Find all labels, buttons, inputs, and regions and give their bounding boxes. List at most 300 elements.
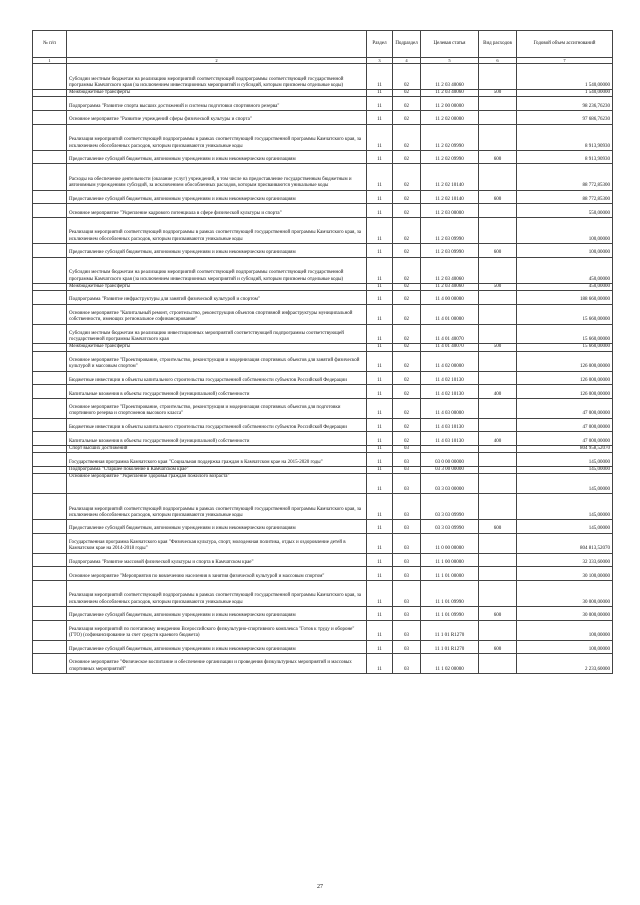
row-podrazdel-cell: 02 <box>393 164 421 190</box>
row-number-cell <box>33 304 67 324</box>
row-razdel-cell: 11 <box>367 324 393 344</box>
row-podrazdel-cell: 03 <box>393 553 421 567</box>
row-podrazdel-cell: 02 <box>393 418 421 432</box>
row-razdel-cell: 11 <box>367 124 393 150</box>
row-name-cell: Реализация мероприятий соответствующей подпрограммы в рамках соответствующей государственной программы Камчатского края, за исключением обособленных расходов, которым присваиваются уникальные коды <box>67 494 367 520</box>
row-amount-cell: 88 772,85300 <box>517 164 613 190</box>
row-target-article-cell: 11 4 03 10130 <box>421 432 479 446</box>
table-row <box>33 385 613 399</box>
table-header-row <box>33 31 613 58</box>
row-target-article-cell: 11 1 01 00000 <box>421 567 479 581</box>
table-row <box>33 620 613 640</box>
row-razdel-cell: 11 <box>367 418 393 432</box>
row-target-article-cell: 11 2 03 00000 <box>421 204 479 218</box>
row-podrazdel-cell: 02 <box>393 304 421 324</box>
row-number-cell <box>33 567 67 581</box>
row-target-article-cell: 11 2 02 00000 <box>421 111 479 125</box>
column-number: 6 <box>479 58 517 64</box>
row-target-article-cell: 11 2 03 40060 <box>421 283 479 290</box>
row-podrazdel-cell: 02 <box>393 432 421 446</box>
row-number-cell <box>33 371 67 385</box>
row-podrazdel-cell: 02 <box>393 97 421 111</box>
row-number-cell <box>33 453 67 467</box>
row-expense-type-cell <box>479 257 517 283</box>
row-name-cell: Предоставление субсидий бюджетным, автономным учреждениям и иным некоммерческим организациям <box>67 190 367 204</box>
row-expense-type-cell <box>479 124 517 150</box>
row-podrazdel-cell: 03 <box>393 445 421 452</box>
row-name-cell: Государственная программа Камчатского края "Социальная поддержка граждан в Камчатском крае на 2015-2020 годы" <box>67 453 367 467</box>
table-row <box>33 351 613 371</box>
row-razdel-cell: 11 <box>367 90 393 97</box>
row-name-cell: Основное мероприятие "Укрепление кадрового потенциала в сфере физической культуры и спорта" <box>67 204 367 218</box>
row-amount-cell: 15 660,00000 <box>517 304 613 324</box>
row-podrazdel-cell: 03 <box>393 520 421 534</box>
table-row <box>33 217 613 243</box>
row-target-article-cell: 11 2 03 40060 <box>421 257 479 283</box>
row-amount-cell: 804 958,52070 <box>517 445 613 452</box>
row-expense-type-cell <box>479 620 517 640</box>
row-amount-cell: 126 000,00000 <box>517 371 613 385</box>
row-podrazdel-cell: 02 <box>393 111 421 125</box>
header-annual-amount: Годовой объем ассигнований <box>517 31 613 58</box>
row-target-article-cell: 03 3 03 09990 <box>421 494 479 520</box>
row-name-cell: Расходы на обеспечение деятельности (оказание услуг) учреждений, в том числе на предоставление государственным бюджетным и автономным учреждениям субсидий, за исключением обособленных расходов, которым присваиваются уникальные коды <box>67 164 367 190</box>
column-number: 1 <box>33 58 67 64</box>
row-name-cell: Межбюджетные трансферты <box>67 344 367 351</box>
table-row <box>33 111 613 125</box>
row-target-article-cell: 11 1 01 09990 <box>421 580 479 606</box>
column-number: 4 <box>393 58 421 64</box>
row-podrazdel-cell: 02 <box>393 324 421 344</box>
row-amount-cell: 804 813,52070 <box>517 533 613 553</box>
row-amount-cell: 15 660,00000 <box>517 324 613 344</box>
row-target-article-cell: 11 4 03 10130 <box>421 418 479 432</box>
row-amount-cell: 98 236,76230 <box>517 97 613 111</box>
row-target-article-cell: 11 2 03 09990 <box>421 244 479 258</box>
row-razdel-cell: 11 <box>367 217 393 243</box>
row-razdel-cell: 11 <box>367 445 393 452</box>
row-number-cell <box>33 324 67 344</box>
row-podrazdel-cell: 03 <box>393 640 421 654</box>
row-target-article-cell: 11 4 02 10130 <box>421 371 479 385</box>
row-amount-cell: 47 000,00000 <box>517 432 613 446</box>
table-row <box>33 97 613 111</box>
column-number: 5 <box>421 58 479 64</box>
row-podrazdel-cell: 02 <box>393 150 421 164</box>
row-podrazdel-cell: 02 <box>393 124 421 150</box>
row-razdel-cell: 11 <box>367 607 393 621</box>
table-row <box>33 607 613 621</box>
row-expense-type-cell <box>479 453 517 467</box>
row-amount-cell: 145,00000 <box>517 474 613 494</box>
row-expense-type-cell: 600 <box>479 150 517 164</box>
row-expense-type-cell <box>479 111 517 125</box>
row-expense-type-cell <box>479 533 517 553</box>
row-name-cell: Подпрограмма "Старшее поколение в Камчатском крае" <box>67 466 367 473</box>
row-amount-cell: 1 540,00000 <box>517 64 613 90</box>
table-row <box>33 580 613 606</box>
row-name-cell: Основное мероприятие "Мероприятия по вовлечению населения в занятия физической культурой и массовым спортом" <box>67 567 367 581</box>
row-amount-cell: 450,00000 <box>517 257 613 283</box>
row-amount-cell: 188 660,00000 <box>517 291 613 305</box>
row-amount-cell: 2 233,60000 <box>517 654 613 674</box>
row-number-cell <box>33 520 67 534</box>
row-name-cell: Субсидии местным бюджетам на реализацию инвестиционных мероприятий соответствующей подпрограммы соответствующей государственной программы Камчатского края <box>67 324 367 344</box>
table-row <box>33 90 613 97</box>
row-number-cell <box>33 351 67 371</box>
row-number-cell <box>33 654 67 674</box>
row-name-cell: Подпрограмма "Развитие спорта высших достижений и системы подготовки спортивного резерва" <box>67 97 367 111</box>
row-number-cell <box>33 97 67 111</box>
row-podrazdel-cell: 02 <box>393 204 421 218</box>
row-number-cell <box>33 398 67 418</box>
row-target-article-cell: 11 1 01 R1270 <box>421 620 479 640</box>
row-number-cell <box>33 418 67 432</box>
row-name-cell: Основное мероприятие "Физическое воспитание и обеспечение организации и проведения физкультурных мероприятий и массовых спортивных мероприятий" <box>67 654 367 674</box>
row-name-cell: Субсидии местным бюджетам на реализацию мероприятий соответствующей подпрограммы соответствующей государственной программы Камчатского края (за исключением инвестиционных мероприятий и субсидий, которым присвоены отдельные коды) <box>67 257 367 283</box>
row-expense-type-cell: 600 <box>479 244 517 258</box>
row-razdel-cell: 11 <box>367 654 393 674</box>
row-expense-type-cell <box>479 324 517 344</box>
row-name-cell: Основное мероприятие "Проектирование, строительство, реконструкция и модернизация спортивных объектов для занятий физической культурой и массовым спортом" <box>67 351 367 371</box>
row-razdel-cell: 11 <box>367 97 393 111</box>
row-amount-cell: 145,00000 <box>517 520 613 534</box>
row-razdel-cell: 11 <box>367 344 393 351</box>
row-name-cell: Государственная программа Камчатского края "Физическая культура, спорт, молодежная политика, отдых и оздоровление детей в Камчатском крае на 2014-2018 годы" <box>67 533 367 553</box>
row-expense-type-cell <box>479 398 517 418</box>
row-number-cell <box>33 257 67 283</box>
table-row <box>33 474 613 494</box>
row-name-cell: Подпрограмма "Развитие инфраструктуры для занятий физической культурой и спортом" <box>67 291 367 305</box>
row-target-article-cell <box>421 445 479 452</box>
row-podrazdel-cell: 03 <box>393 453 421 467</box>
row-amount-cell: 100,00000 <box>517 640 613 654</box>
row-number-cell <box>33 204 67 218</box>
row-amount-cell: 8 913,90930 <box>517 124 613 150</box>
row-name-cell: Предоставление субсидий бюджетным, автономным учреждениям и иным некоммерческим организациям <box>67 150 367 164</box>
table-row <box>33 553 613 567</box>
page-number: 27 <box>317 884 323 890</box>
table-row <box>33 244 613 258</box>
row-expense-type-cell <box>479 164 517 190</box>
row-expense-type-cell <box>479 654 517 674</box>
row-podrazdel-cell: 02 <box>393 291 421 305</box>
row-podrazdel-cell: 03 <box>393 654 421 674</box>
row-name-cell: Реализация мероприятий соответствующей подпрограммы в рамках соответствующей государственной программы Камчатского края, за исключением обособленных расходов, которым присваиваются уникальные коды <box>67 580 367 606</box>
row-number-cell <box>33 466 67 473</box>
row-expense-type-cell <box>479 291 517 305</box>
row-expense-type-cell: 500 <box>479 344 517 351</box>
row-amount-cell: 47 000,00000 <box>517 418 613 432</box>
row-name-cell: Основное мероприятие "Капитальный ремонт, строительство, реконструкция объектов спортивной инфраструктуры муниципальной собственности, имеющих региональное софинансирование" <box>67 304 367 324</box>
row-target-article-cell: 11 2 03 40060 <box>421 90 479 97</box>
row-target-article-cell: 03 3 03 00000 <box>421 474 479 494</box>
row-podrazdel-cell: 02 <box>393 344 421 351</box>
row-razdel-cell: 11 <box>367 257 393 283</box>
row-razdel-cell: 11 <box>367 150 393 164</box>
row-expense-type-cell: 600 <box>479 520 517 534</box>
table-row <box>33 533 613 553</box>
row-razdel-cell: 11 <box>367 580 393 606</box>
header-expense-type: Вид расходов <box>479 31 517 58</box>
row-amount-cell: 15 660,00000 <box>517 344 613 351</box>
table-row <box>33 432 613 446</box>
row-number-cell <box>33 580 67 606</box>
row-razdel-cell: 11 <box>367 244 393 258</box>
column-number: 2 <box>67 58 367 64</box>
row-number-cell <box>33 150 67 164</box>
row-razdel-cell: 11 <box>367 398 393 418</box>
row-number-cell <box>33 533 67 553</box>
row-name-cell: Реализация мероприятий по поэтапному внедрению Всероссийского физкультурно-спортивного комплекса "Готов к труду и обороне" (ГТО) (софинансирование за счет средств краевого бюджета) <box>67 620 367 640</box>
row-number-cell <box>33 620 67 640</box>
row-number-cell <box>33 640 67 654</box>
row-podrazdel-cell: 02 <box>393 190 421 204</box>
row-podrazdel-cell: 02 <box>393 283 421 290</box>
row-amount-cell: 88 772,85300 <box>517 190 613 204</box>
column-number: 7 <box>517 58 613 64</box>
row-target-article-cell: 03 3 03 09990 <box>421 520 479 534</box>
row-razdel-cell: 11 <box>367 204 393 218</box>
table-row <box>33 283 613 290</box>
row-amount-cell: 32 333,60000 <box>517 553 613 567</box>
row-expense-type-cell <box>479 494 517 520</box>
row-razdel-cell: 11 <box>367 304 393 324</box>
row-expense-type-cell <box>479 64 517 90</box>
row-expense-type-cell <box>479 418 517 432</box>
row-number-cell <box>33 244 67 258</box>
row-amount-cell: 8 913,90930 <box>517 150 613 164</box>
row-expense-type-cell: 600 <box>479 190 517 204</box>
row-amount-cell: 47 000,00000 <box>517 398 613 418</box>
row-podrazdel-cell: 03 <box>393 607 421 621</box>
table-row <box>33 418 613 432</box>
row-expense-type-cell <box>479 567 517 581</box>
table-row <box>33 190 613 204</box>
row-expense-type-cell <box>479 580 517 606</box>
row-expense-type-cell <box>479 204 517 218</box>
row-podrazdel-cell: 03 <box>393 567 421 581</box>
row-amount-cell: 30 100,00000 <box>517 567 613 581</box>
table-row <box>33 204 613 218</box>
row-number-cell <box>33 553 67 567</box>
row-number-cell <box>33 494 67 520</box>
row-expense-type-cell <box>479 304 517 324</box>
header-podrazdel: Подраздел <box>393 31 421 58</box>
row-podrazdel-cell: 02 <box>393 371 421 385</box>
row-target-article-cell: 11 4 01 00000 <box>421 304 479 324</box>
row-target-article-cell: 11 2 02 09990 <box>421 124 479 150</box>
row-razdel-cell: 11 <box>367 520 393 534</box>
row-target-article-cell: 11 4 01 40070 <box>421 344 479 351</box>
row-amount-cell: 126 000,00000 <box>517 385 613 399</box>
row-name-cell: Предоставление субсидий бюджетным, автономным учреждениям и иным некоммерческим организациям <box>67 640 367 654</box>
header-num: № п/п <box>33 31 67 58</box>
table-row <box>33 466 613 473</box>
row-expense-type-cell <box>479 474 517 494</box>
row-razdel-cell: 11 <box>367 620 393 640</box>
row-target-article-cell: 11 1 01 09990 <box>421 607 479 621</box>
row-razdel-cell: 11 <box>367 466 393 473</box>
row-expense-type-cell: 400 <box>479 432 517 446</box>
row-podrazdel-cell: 02 <box>393 257 421 283</box>
row-number-cell <box>33 385 67 399</box>
row-number-cell <box>33 124 67 150</box>
row-number-cell <box>33 432 67 446</box>
row-name-cell: Капитальные вложения в объекты государственной (муниципальной) собственности <box>67 385 367 399</box>
table-row <box>33 164 613 190</box>
row-number-cell <box>33 111 67 125</box>
table-row <box>33 304 613 324</box>
row-razdel-cell: 11 <box>367 111 393 125</box>
row-number-cell <box>33 291 67 305</box>
row-amount-cell: 100,00000 <box>517 620 613 640</box>
row-target-article-cell: 11 2 02 10140 <box>421 190 479 204</box>
row-number-cell <box>33 445 67 452</box>
row-amount-cell: 145,00000 <box>517 453 613 467</box>
row-number-cell <box>33 190 67 204</box>
row-expense-type-cell: 600 <box>479 607 517 621</box>
row-expense-type-cell <box>479 371 517 385</box>
row-name-cell: Основное мероприятие "Проектирование, строительство, реконструкция и модернизация спортивных объектов для подготовки спортивного резерва и спортсменов высокого класса" <box>67 398 367 418</box>
row-target-article-cell: 03 0 00 00000 <box>421 453 479 467</box>
row-target-article-cell: 11 2 02 10140 <box>421 164 479 190</box>
row-name-cell: Предоставление субсидий бюджетным, автономным учреждениям и иным некоммерческим организациям <box>67 520 367 534</box>
row-amount-cell: 145,00000 <box>517 494 613 520</box>
header-target-article: Целевая статья <box>421 31 479 58</box>
table-row <box>33 257 613 283</box>
row-amount-cell: 97 686,76230 <box>517 111 613 125</box>
table-body <box>33 64 613 674</box>
row-razdel-cell: 11 <box>367 533 393 553</box>
row-razdel-cell: 11 <box>367 474 393 494</box>
row-expense-type-cell <box>479 97 517 111</box>
row-podrazdel-cell: 02 <box>393 244 421 258</box>
row-razdel-cell: 11 <box>367 291 393 305</box>
budget-table-page <box>32 30 612 674</box>
table-row <box>33 520 613 534</box>
row-razdel-cell: 11 <box>367 371 393 385</box>
table-row <box>33 567 613 581</box>
row-podrazdel-cell: 02 <box>393 398 421 418</box>
row-razdel-cell: 11 <box>367 64 393 90</box>
row-amount-cell: 126 000,00000 <box>517 351 613 371</box>
row-name-cell: Реализация мероприятий соответствующей подпрограммы в рамках соответствующей государственной программы Камчатского края, за исключением обособленных расходов, которым присваиваются уникальные коды <box>67 124 367 150</box>
table-row <box>33 371 613 385</box>
table-row <box>33 124 613 150</box>
row-name-cell: Основное мероприятие "Укрепление здоровья граждан пожилого возраста" <box>67 474 367 494</box>
row-number-cell <box>33 90 67 97</box>
row-name-cell: Основное мероприятие "Развитие учреждений сферы физической культуры и спорта" <box>67 111 367 125</box>
row-target-article-cell: 11 4 00 00000 <box>421 291 479 305</box>
row-podrazdel-cell: 03 <box>393 474 421 494</box>
row-target-article-cell: 11 1 02 00000 <box>421 654 479 674</box>
header-razdel: Раздел <box>367 31 393 58</box>
row-expense-type-cell <box>479 351 517 371</box>
row-target-article-cell: 11 2 03 40060 <box>421 64 479 90</box>
row-target-article-cell: 11 2 03 09990 <box>421 217 479 243</box>
row-podrazdel-cell: 03 <box>393 580 421 606</box>
row-razdel-cell: 11 <box>367 553 393 567</box>
row-razdel-cell: 11 <box>367 494 393 520</box>
row-podrazdel-cell: 03 <box>393 466 421 473</box>
table-row <box>33 494 613 520</box>
row-target-article-cell: 11 1 00 00000 <box>421 553 479 567</box>
row-name-cell: Межбюджетные трансферты <box>67 283 367 290</box>
row-target-article-cell: 11 0 00 00000 <box>421 533 479 553</box>
row-amount-cell: 550,00000 <box>517 204 613 218</box>
row-name-cell: Предоставление субсидий бюджетным, автономным учреждениям и иным некоммерческим организациям <box>67 244 367 258</box>
row-amount-cell: 100,00000 <box>517 244 613 258</box>
row-expense-type-cell <box>479 445 517 452</box>
row-podrazdel-cell: 03 <box>393 533 421 553</box>
table-row <box>33 654 613 674</box>
row-amount-cell: 450,00000 <box>517 283 613 290</box>
table-row <box>33 324 613 344</box>
row-amount-cell: 1 540,00000 <box>517 90 613 97</box>
row-target-article-cell: 11 4 01 40070 <box>421 324 479 344</box>
table-row <box>33 640 613 654</box>
row-expense-type-cell: 500 <box>479 90 517 97</box>
row-podrazdel-cell: 02 <box>393 351 421 371</box>
row-name-cell: Бюджетные инвестиции в объекты капитального строительства государственной собственности субъектов Российской Федерации <box>67 371 367 385</box>
table-row <box>33 64 613 90</box>
row-number-cell <box>33 64 67 90</box>
row-podrazdel-cell: 02 <box>393 64 421 90</box>
row-target-article-cell: 11 4 02 00000 <box>421 351 479 371</box>
row-name-cell: Межбюджетные трансферты <box>67 90 367 97</box>
row-name-cell: Капитальные вложения в объекты государственной (муниципальной) собственности <box>67 432 367 446</box>
row-expense-type-cell <box>479 553 517 567</box>
row-number-cell <box>33 217 67 243</box>
row-razdel-cell: 11 <box>367 190 393 204</box>
row-razdel-cell: 11 <box>367 640 393 654</box>
row-name-cell: Предоставление субсидий бюджетным, автономным учреждениям и иным некоммерческим организациям <box>67 607 367 621</box>
table-row <box>33 445 613 452</box>
row-razdel-cell: 11 <box>367 432 393 446</box>
row-number-cell <box>33 344 67 351</box>
header-name <box>67 31 367 58</box>
row-name-cell: Спорт высших достижений <box>67 445 367 452</box>
row-target-article-cell: 11 2 00 00000 <box>421 97 479 111</box>
row-razdel-cell: 11 <box>367 453 393 467</box>
table-row <box>33 344 613 351</box>
row-razdel-cell: 11 <box>367 385 393 399</box>
table-row <box>33 150 613 164</box>
row-expense-type-cell <box>479 466 517 473</box>
row-expense-type-cell: 500 <box>479 283 517 290</box>
row-target-article-cell: 11 2 02 09990 <box>421 150 479 164</box>
row-number-cell <box>33 164 67 190</box>
row-podrazdel-cell: 03 <box>393 494 421 520</box>
table-row <box>33 398 613 418</box>
row-amount-cell: 100,00000 <box>517 217 613 243</box>
row-amount-cell: 30 000,00000 <box>517 580 613 606</box>
row-name-cell: Реализация мероприятий соответствующей подпрограммы в рамках соответствующей государственной программы Камчатского края, за исключением обособленных расходов, которым присваиваются уникальные коды <box>67 217 367 243</box>
row-podrazdel-cell: 02 <box>393 217 421 243</box>
table-row <box>33 291 613 305</box>
row-amount-cell: 30 000,00000 <box>517 607 613 621</box>
row-target-article-cell: 11 4 03 00000 <box>421 398 479 418</box>
column-number: 3 <box>367 58 393 64</box>
row-razdel-cell: 11 <box>367 567 393 581</box>
row-podrazdel-cell: 02 <box>393 90 421 97</box>
budget-table <box>32 30 613 674</box>
row-name-cell: Подпрограмма "Развитие массовой физической культуры и спорта в Камчатском крае" <box>67 553 367 567</box>
row-number-cell <box>33 283 67 290</box>
row-name-cell: Субсидии местным бюджетам на реализацию мероприятий соответствующей подпрограммы соответствующей государственной программы Камчатского края (за исключением инвестиционных мероприятий и субсидий, которым присвоены отдельные коды) <box>67 64 367 90</box>
row-name-cell: Бюджетные инвестиции в объекты капитального строительства государственной собственности субъектов Российской Федерации <box>67 418 367 432</box>
